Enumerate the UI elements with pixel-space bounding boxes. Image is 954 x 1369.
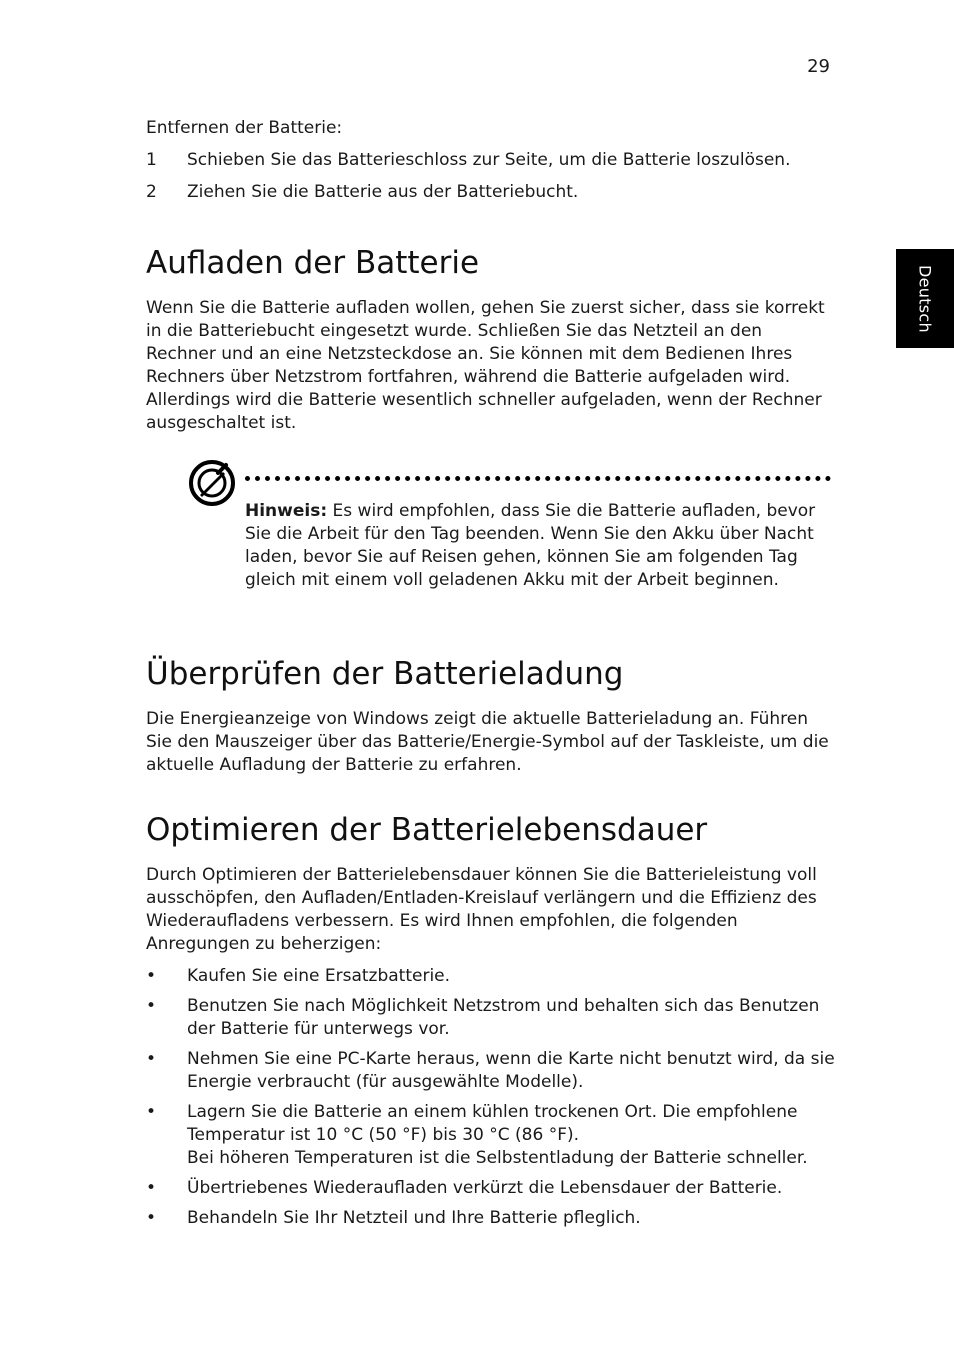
list-item xyxy=(146,1048,836,1094)
list-item-text: Benutzen Sie nach Möglichkeit Netzstrom und behalten sich das Benutzen der Batterie für unterwegs vor. xyxy=(187,996,820,1039)
aufladen-body: Wenn Sie die Batterie aufladen wollen, gehen Sie zuerst sicher, dass sie korrekt in die Batteriebucht eingesetzt wurde. Schließen Sie das Netzteil an den Rechner und an eine Netzsteckdose an. Sie können mit dem Bedienen Ihres Rechners über Netzstrom fortfahren, während die Batterie aufgeladen wird. Allerdings wird die Batterie wesentlich schneller aufgeladen, wenn der Rechner ausgeschaltet ist. xyxy=(146,298,825,433)
bullet-icon: • xyxy=(146,966,157,986)
note-text xyxy=(245,500,825,592)
removal-steps xyxy=(146,149,836,204)
list-item xyxy=(146,965,836,988)
note-body: Es wird empfohlen, dass Sie die Batterie aufladen, bevor Sie die Arbeit für den Tag beenden. Wenn Sie den Akku über Nacht laden, bevor Sie auf Reisen gehen, können Sie am folgenden Tag gleich mit einem voll geladenen Akku mit der Arbeit beginnen. xyxy=(245,501,816,590)
list-item-text: Nehmen Sie eine PC-Karte heraus, wenn die Karte nicht benutzt wird, da sie Energie verbraucht (für ausgewählte Modelle). xyxy=(187,1049,835,1092)
bullet-icon: • xyxy=(146,996,157,1016)
note-label: Hinweis: xyxy=(245,501,328,521)
step-number: 1 xyxy=(146,150,157,170)
optimieren-body: Durch Optimieren der Batterielebensdauer können Sie die Batterieleistung voll ausschöpfen, den Aufladen/Entladen-Kreislauf verlängern und die Effizienz des Wiederaufladens verbessern. Es wird Ihnen empfohlen, die folgenden Anregungen zu beherzigen: xyxy=(146,865,817,954)
list-item xyxy=(146,1207,836,1230)
list-item-text: Behandeln Sie Ihr Netzteil und Ihre Batterie pfleglich. xyxy=(187,1208,641,1228)
language-tab xyxy=(896,249,954,348)
note-pen-icon xyxy=(188,459,236,507)
heading-optimieren: Optimieren der Batterielebensdauer xyxy=(146,812,708,848)
removal-lead: Entfernen der Batterie: xyxy=(146,118,343,138)
heading-aufladen: Aufladen der Batterie xyxy=(146,245,480,281)
step-item xyxy=(146,149,836,172)
ueberpruefen-body: Die Energieanzeige von Windows zeigt die aktuelle Batterieladung an. Führen Sie den Mauszeiger über das Batterie/Energie-Symbol auf der Taskleiste, um die aktuelle Aufladung der Batterie zu erfahren. xyxy=(146,709,829,775)
step-number: 2 xyxy=(146,182,157,202)
note-divider xyxy=(245,476,831,481)
step-text: Schieben Sie das Batterieschloss zur Seite, um die Batterie loszulösen. xyxy=(187,150,791,170)
list-item xyxy=(146,1177,836,1200)
tips-list xyxy=(146,965,836,1230)
bullet-icon: • xyxy=(146,1049,157,1069)
list-item xyxy=(146,995,836,1041)
bullet-icon: • xyxy=(146,1102,157,1122)
bullet-icon: • xyxy=(146,1208,157,1228)
language-tab-label: Deutsch xyxy=(915,264,935,333)
list-item-text: Übertriebenes Wiederaufladen verkürzt die Lebensdauer der Batterie. xyxy=(187,1178,783,1198)
bullet-icon: • xyxy=(146,1178,157,1198)
list-item xyxy=(146,1101,836,1170)
list-item-text: Lagern Sie die Batterie an einem kühlen trockenen Ort. Die empfohlene Temperatur ist 10 °C (50 °F) bis 30 °C (86 °F). xyxy=(187,1102,798,1145)
note-box xyxy=(146,459,836,619)
heading-ueberpruefen: Überprüfen der Batterieladung xyxy=(146,656,624,692)
list-item-text: Kaufen Sie eine Ersatzbatterie. xyxy=(187,966,451,986)
step-text: Ziehen Sie die Batterie aus der Batteriebucht. xyxy=(187,182,579,202)
page-number: 29 xyxy=(807,56,830,77)
step-item xyxy=(146,181,836,204)
page-content xyxy=(146,117,836,1237)
list-item-extra: Bei höheren Temperaturen ist die Selbstentladung der Batterie schneller. xyxy=(187,1148,808,1168)
